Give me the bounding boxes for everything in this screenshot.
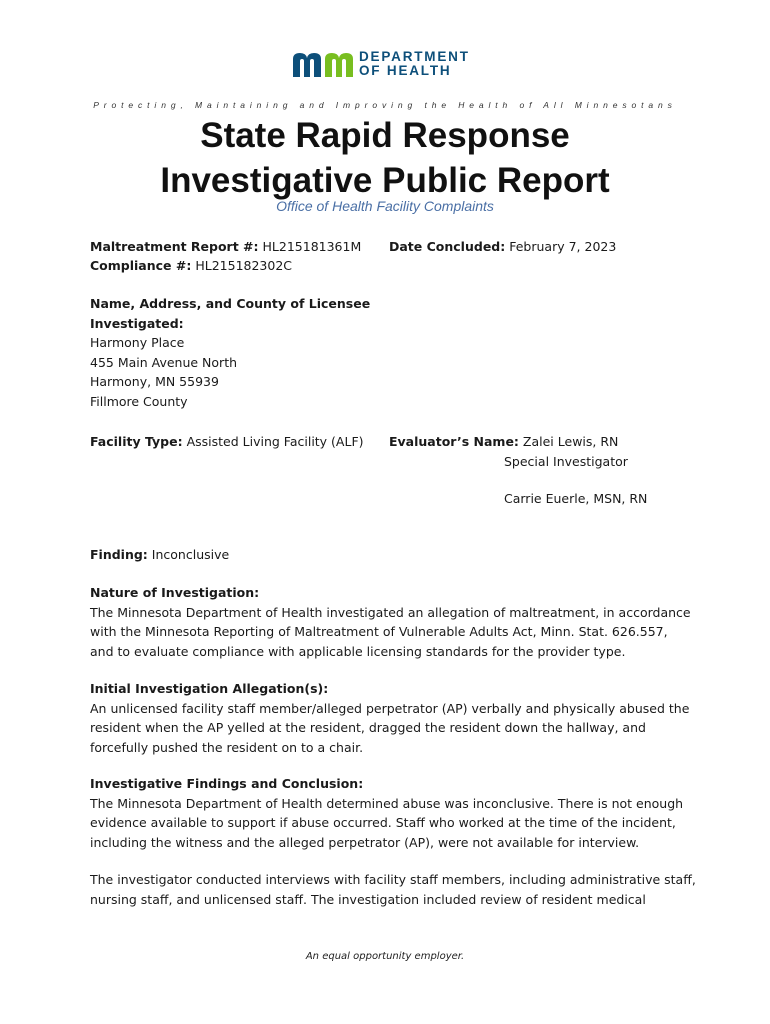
licensee-city: Harmony, MN 55939 — [90, 374, 219, 389]
compliance-line — [90, 256, 292, 276]
nature-line: and to evaluate compliance with applicable licensing standards for the provider type. — [90, 643, 626, 659]
allegation-heading: Initial Investigation Allegation(s): — [90, 681, 329, 696]
findings-heading: Investigative Findings and Conclusion: — [90, 776, 364, 791]
findings-section — [90, 774, 683, 852]
evaluator-name: Zalei Lewis, RN — [522, 434, 619, 449]
date-concluded-line — [389, 237, 616, 257]
allegation-line: resident when the AP yelled at the resident, dragged the resident down the hallway, and — [90, 720, 646, 735]
logo-text — [359, 50, 470, 78]
finding-label: Finding: — [90, 547, 148, 562]
title-line-2: Investigative Public Report — [160, 161, 610, 200]
maltreatment-value: HL215181361M — [262, 239, 362, 254]
findings-line: The Minnesota Department of Health determined abuse was inconclusive. There is not enough — [90, 795, 684, 811]
page-subtitle: Office of Health Facility Complaints — [276, 198, 494, 214]
interview-line: nursing staff, and unlicensed staff. The investigation included review of resident medical — [90, 891, 646, 907]
allegation-line: forcefully pushed the resident on to a chair. — [90, 739, 364, 755]
logo-line-1: DEPARTMENT — [359, 49, 470, 64]
interview-paragraph — [90, 870, 696, 909]
nature-line: The Minnesota Department of Health investigated an allegation of maltreatment, in accordance — [90, 604, 691, 620]
facility-type-label: Facility Type: — [90, 434, 183, 449]
allegation-line: An unlicensed facility staff member/alleged perpetrator (AP) verbally and physically abused the — [90, 700, 690, 716]
compliance-label: Compliance #: — [90, 258, 192, 273]
licensee-label-1: Name, Address, and County of Licensee — [90, 296, 371, 311]
maltreatment-label: Maltreatment Report #: — [90, 239, 259, 254]
tagline: Protecting, Maintaining and Improving the Health of All Minnesotans — [93, 100, 677, 110]
date-label: Date Concluded: — [389, 239, 506, 254]
facility-type-line — [90, 432, 364, 452]
findings-line: evidence available to support if abuse occurred. Staff who worked at the time of the incident, — [90, 815, 676, 830]
mdh-logo — [291, 50, 481, 80]
mn-logo-icon — [291, 50, 355, 78]
licensee-county: Fillmore County — [90, 393, 188, 409]
evaluator-line — [389, 432, 618, 452]
logo-line-2: OF HEALTH — [359, 63, 452, 78]
maltreatment-report-line — [90, 237, 361, 257]
nature-section — [90, 583, 691, 661]
page-title — [0, 113, 770, 203]
findings-line: including the witness and the alleged perpetrator (AP), were not available for interview. — [90, 834, 640, 850]
finding-value: Inconclusive — [151, 547, 230, 562]
interview-line: The investigator conducted interviews with facility staff members, including administrative staff, — [90, 872, 696, 887]
licensee-block — [90, 294, 370, 411]
licensee-label-2: Investigated: — [90, 315, 184, 331]
licensee-name: Harmony Place — [90, 335, 185, 350]
page-footer: An equal opportunity employer. — [305, 951, 465, 962]
date-value: February 7, 2023 — [509, 239, 617, 254]
nature-line: with the Minnesota Reporting of Maltreatment of Vulnerable Adults Act, Minn. Stat. 626.557, — [90, 624, 668, 639]
allegation-section — [90, 679, 689, 757]
nature-heading: Nature of Investigation: — [90, 585, 260, 600]
evaluator-2-name: Carrie Euerle, MSN, RN — [504, 491, 648, 506]
facility-type-value: Assisted Living Facility (ALF) — [186, 434, 364, 449]
evaluator-title: Special Investigator — [504, 454, 628, 469]
finding-line — [90, 545, 229, 565]
licensee-address: 455 Main Avenue North — [90, 354, 238, 370]
title-line-1: State Rapid Response — [200, 116, 570, 155]
evaluator-label: Evaluator’s Name: — [389, 434, 519, 449]
compliance-value: HL215182302C — [195, 258, 293, 273]
